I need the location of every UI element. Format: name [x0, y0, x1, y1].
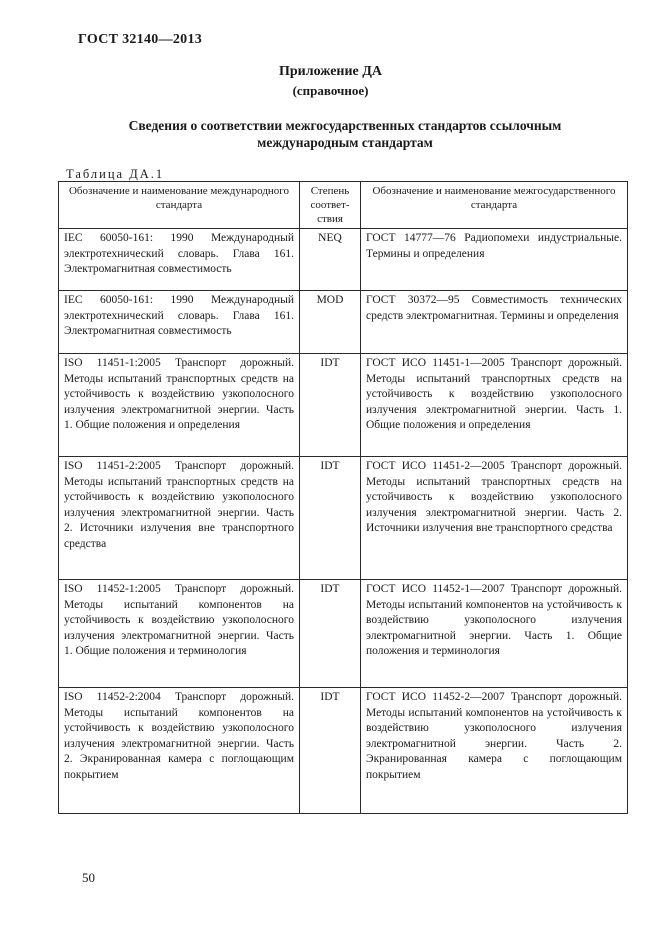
document-header: ГОСТ 32140—2013 [78, 32, 203, 47]
page-number: 50 [82, 870, 95, 885]
interstate-standard-cell: ГОСТ ИСО 11452-1—2007 Транспорт дорожный. Методы испытаний компонентов на устойчивость к воздействию узкополосного излучения электромагнитной энергии. Часть 1. Общие положения и терминология [361, 580, 628, 688]
degree-cell: IDT [300, 580, 361, 688]
table-row [59, 457, 628, 580]
table-row [59, 229, 628, 291]
interstate-standard-cell: ГОСТ ИСО 11452-2—2007 Транспорт дорожный. Методы испытаний компонентов на устойчивость к воздействию узкополосного излучения электромагнитной энергии. Часть 2. Экранированная камера с поглощающим покрытием [361, 688, 628, 814]
header-degree-of-conformity: Степень соответ-ствия [300, 182, 361, 229]
header-international-standard: Обозначение и наименование международного стандарта [59, 182, 300, 229]
interstate-standard-cell: ГОСТ 30372—95 Совместимость технических средств электромагнитная. Термины и определения [361, 291, 628, 354]
degree-cell: IDT [300, 688, 361, 814]
table-row [59, 291, 628, 354]
header-interstate-standard: Обозначение и наименование межгосударственного стандарта [361, 182, 628, 229]
degree-cell: IDT [300, 457, 361, 580]
degree-cell: IDT [300, 354, 361, 457]
table-row [59, 688, 628, 814]
degree-cell: NEQ [300, 229, 361, 291]
intl-standard-cell: ISO 11451-1:2005 Транспорт дорожный. Методы испытаний транспортных средств на устойчивость к воздействию узкополосного излучения электромагнитной энергии. Часть 1. Общие положения и определения [59, 354, 300, 457]
intl-standard-cell: ISO 11452-1:2005 Транспорт дорожный. Методы испытаний компонентов на устойчивость к воздействию узкополосного излучения электромагнитной энергии. Часть 1. Общие положения и терминология [59, 580, 300, 688]
section-title: Сведения о соответствии межгосударственных стандартов ссылочным международным стандартам [128, 118, 562, 150]
interstate-standard-cell: ГОСТ ИСО 11451-2—2005 Транспорт дорожный. Методы испытаний транспортных средств на устойчивость к воздействию узкополосного излучения электромагнитной энергии. Часть 2. Источники излучения вне транспортного средства [361, 457, 628, 580]
table-row [59, 580, 628, 688]
table-row [59, 354, 628, 457]
interstate-standard-cell: ГОСТ 14777—76 Радиопомехи индустриальные. Термины и определения [361, 229, 628, 291]
intl-standard-cell: IEC 60050-161: 1990 Международный электротехнический словарь. Глава 161. Электромагнитная совместимость [59, 229, 300, 291]
standards-table [58, 181, 628, 814]
intl-standard-cell: ISO 11451-2:2005 Транспорт дорожный. Методы испытаний транспортных средств на устойчивость к воздействию узкополосного излучения электромагнитной энергии. Часть 2. Источники излучения вне транспортного средства [59, 457, 300, 580]
annex-title: Приложение ДА [278, 64, 383, 79]
intl-standard-cell: IEC 60050-161: 1990 Международный электротехнический словарь. Глава 161. Электромагнитная совместимость [59, 291, 300, 354]
intl-standard-cell: ISO 11452-2:2004 Транспорт дорожный. Методы испытаний компонентов на устойчивость к воздействию узкополосного излучения электромагнитной энергии. Часть 2. Экранированная камера с поглощающим покрытием [59, 688, 300, 814]
table-caption: Таблица ДА.1 [66, 167, 165, 181]
annex-subtitle: (справочное) [292, 83, 369, 98]
table-header-row [59, 182, 628, 229]
degree-cell: MOD [300, 291, 361, 354]
interstate-standard-cell: ГОСТ ИСО 11451-1—2005 Транспорт дорожный. Методы испытаний транспортных средств на устойчивость к воздействию узкополосного излучения электромагнитной энергии. Часть 1. Общие положения и определения [361, 354, 628, 457]
